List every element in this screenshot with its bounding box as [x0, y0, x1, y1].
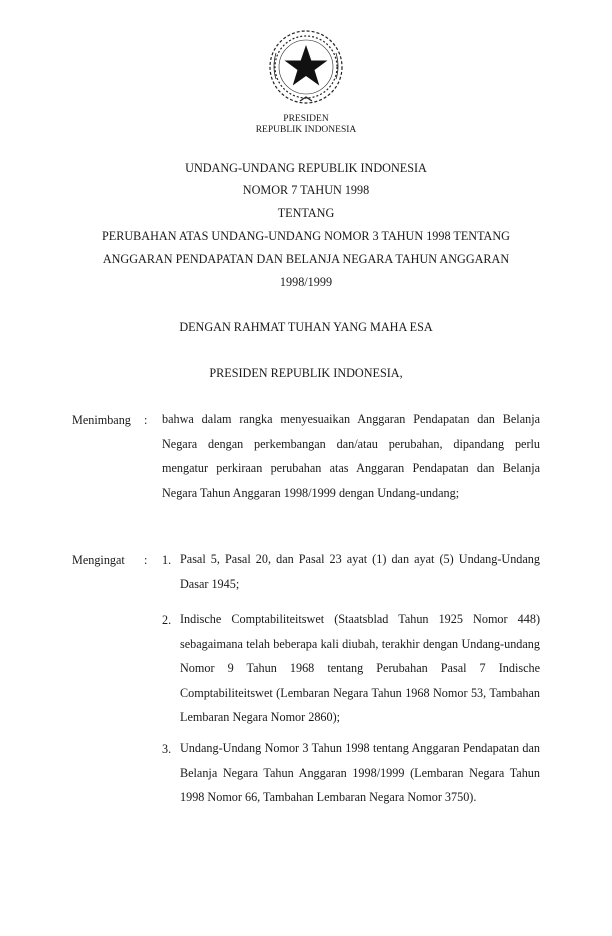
menimbang-text: bahwa dalam rangka menyesuaikan Anggaran Pendapatan dan Belanja Negara dengan perkembangan dan/atau perubahan, dipandang perlu mengatur perkiraan perubahan atas Anggaran Pendapatan dan Belanja Negara Tahun Anggaran 1998/1999 dengan Undang-undang; [162, 412, 540, 500]
menimbang-colon: : [144, 413, 148, 427]
mengingat-item-2-text: Indische Comptabiliteitswet (Staatsblad Tahun 1925 Nomor 448) sebagaimana telah beberapa kali diubah, terakhir dengan Undang-undang Nomor 9 Tahun 1968 tentang Perubahan Pasal 7 Indische Comptabiliteitswet (Lembaran Negara Tahun 1968 Nomor 53, Tambahan Lembaran Negara Nomor 2860); [180, 612, 540, 724]
title-line-2: NOMOR 7 TAHUN 1998 [242, 183, 370, 197]
president-heading: PRESIDEN REPUBLIK INDONESIA, [209, 366, 403, 380]
title-line-5: ANGGARAN PENDAPATAN DAN BELANJA NEGARA TAHUN ANGGARAN [102, 252, 510, 266]
title-line-1: UNDANG-UNDANG REPUBLIK INDONESIA [185, 161, 427, 175]
mengingat-item-1-text: Pasal 5, Pasal 20, dan Pasal 23 ayat (1) dan ayat (5) Undang-Undang Dasar 1945; [180, 552, 540, 591]
mengingat-label: Mengingat [72, 553, 125, 567]
header-presiden: PRESIDEN [283, 114, 329, 124]
presidential-emblem-icon [266, 27, 346, 107]
mengingat-item-1-number: 1. [162, 553, 172, 567]
menimbang-label: Menimbang [72, 413, 131, 427]
title-line-4: PERUBAHAN ATAS UNDANG-UNDANG NOMOR 3 TAHUN 1998 TENTANG [102, 229, 510, 243]
mengingat-item-3-text: Undang-Undang Nomor 3 Tahun 1998 tentang Anggaran Pendapatan dan Belanja Negara Tahun Anggaran 1998/1999 (Lembaran Negara Tahun 1998 Nomor 66, Tambahan Lembaran Negara Nomor 3750). [180, 741, 540, 804]
mengingat-colon: : [144, 553, 148, 567]
title-line-3: TENTANG [277, 206, 335, 220]
header-republik-indonesia: REPUBLIK INDONESIA [255, 125, 357, 135]
invocation: DENGAN RAHMAT TUHAN YANG MAHA ESA [179, 320, 433, 334]
title-line-6: 1998/1999 [279, 275, 333, 289]
mengingat-item-3-number: 3. [162, 742, 172, 756]
mengingat-item-2-number: 2. [162, 613, 172, 627]
